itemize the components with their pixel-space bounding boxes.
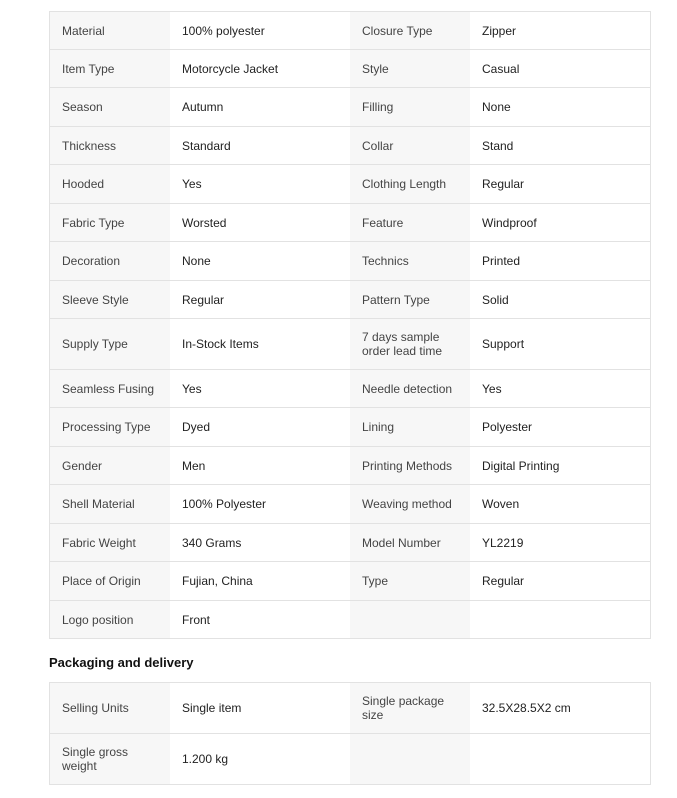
attribute-value: Polyester	[470, 408, 651, 447]
attribute-value: Stand	[470, 127, 651, 165]
attribute-name: Feature	[350, 204, 470, 242]
attribute-row	[50, 50, 651, 88]
attribute-name: Material	[50, 12, 171, 50]
attribute-name: Processing Type	[50, 408, 171, 447]
attribute-value: 340 Grams	[170, 524, 350, 562]
attribute-name: Fabric Weight	[50, 524, 171, 562]
attribute-value: 32.5X28.5X2 cm	[470, 683, 651, 734]
attribute-name: Needle detection	[350, 370, 470, 408]
attribute-row	[50, 524, 651, 562]
attribute-name: Pattern Type	[350, 281, 470, 319]
attribute-name: Season	[50, 88, 171, 127]
attribute-value: Yes	[170, 370, 350, 408]
attribute-row	[50, 281, 651, 319]
attribute-name: Collar	[350, 127, 470, 165]
attribute-value: 1.200 kg	[170, 734, 350, 785]
attribute-name: Single package size	[350, 683, 470, 734]
attribute-value: Support	[470, 319, 651, 370]
attribute-name: Weaving method	[350, 485, 470, 524]
attribute-value: Dyed	[170, 408, 350, 447]
attribute-value: Front	[170, 601, 350, 639]
attribute-value: Fujian, China	[170, 562, 350, 601]
attribute-value	[470, 601, 651, 639]
attribute-value: Woven	[470, 485, 651, 524]
attribute-row	[50, 88, 651, 127]
attribute-row	[50, 370, 651, 408]
attribute-value: Standard	[170, 127, 350, 165]
packaging-row	[50, 734, 651, 785]
attribute-row	[50, 12, 651, 50]
attribute-row	[50, 447, 651, 485]
attribute-name: Gender	[50, 447, 171, 485]
attribute-value: Yes	[470, 370, 651, 408]
attribute-value: Regular	[470, 562, 651, 601]
attribute-name: Decoration	[50, 242, 171, 281]
attribute-name: Lining	[350, 408, 470, 447]
attribute-value: Regular	[170, 281, 350, 319]
attribute-value: Casual	[470, 50, 651, 88]
packaging-section-title: Packaging and delivery	[49, 655, 194, 670]
attribute-name: Type	[350, 562, 470, 601]
attribute-value: Yes	[170, 165, 350, 204]
attribute-value: Solid	[470, 281, 651, 319]
attribute-name: Supply Type	[50, 319, 171, 370]
attribute-row	[50, 485, 651, 524]
packaging-row	[50, 683, 651, 734]
attribute-name: Clothing Length	[350, 165, 470, 204]
attribute-row	[50, 562, 651, 601]
attribute-value: Men	[170, 447, 350, 485]
attribute-value: None	[470, 88, 651, 127]
attribute-name: Closure Type	[350, 12, 470, 50]
attribute-row	[50, 204, 651, 242]
attribute-row	[50, 408, 651, 447]
attribute-name: Model Number	[350, 524, 470, 562]
attribute-name: Thickness	[50, 127, 171, 165]
attribute-value	[470, 734, 651, 785]
attribute-name: Style	[350, 50, 470, 88]
attribute-name	[350, 601, 470, 639]
packaging-table	[49, 682, 651, 785]
attribute-value: 100% Polyester	[170, 485, 350, 524]
attribute-name: Technics	[350, 242, 470, 281]
attribute-name: Filling	[350, 88, 470, 127]
attribute-value: None	[170, 242, 350, 281]
attribute-value: Single item	[170, 683, 350, 734]
attribute-name: Sleeve Style	[50, 281, 171, 319]
attribute-value: Digital Printing	[470, 447, 651, 485]
attribute-name: Fabric Type	[50, 204, 171, 242]
attribute-name: Selling Units	[50, 683, 171, 734]
attribute-row	[50, 242, 651, 281]
attribute-value: Zipper	[470, 12, 651, 50]
attribute-name: 7 days sample order lead time	[350, 319, 470, 370]
attribute-value: Printed	[470, 242, 651, 281]
attribute-row	[50, 127, 651, 165]
attribute-name: Shell Material	[50, 485, 171, 524]
attribute-name	[350, 734, 470, 785]
attribute-name: Printing Methods	[350, 447, 470, 485]
attribute-name: Item Type	[50, 50, 171, 88]
attribute-value: Motorcycle Jacket	[170, 50, 350, 88]
attribute-row	[50, 165, 651, 204]
attribute-name: Place of Origin	[50, 562, 171, 601]
attribute-value: YL2219	[470, 524, 651, 562]
attribute-name: Single gross weight	[50, 734, 171, 785]
attribute-value: Regular	[470, 165, 651, 204]
attribute-value: In-Stock Items	[170, 319, 350, 370]
attribute-value: Windproof	[470, 204, 651, 242]
attribute-name: Seamless Fusing	[50, 370, 171, 408]
attribute-value: Worsted	[170, 204, 350, 242]
attributes-table	[49, 11, 651, 639]
attribute-row	[50, 319, 651, 370]
attribute-value: Autumn	[170, 88, 350, 127]
attribute-name: Logo position	[50, 601, 171, 639]
attribute-name: Hooded	[50, 165, 171, 204]
attribute-row	[50, 601, 651, 639]
attribute-value: 100% polyester	[170, 12, 350, 50]
